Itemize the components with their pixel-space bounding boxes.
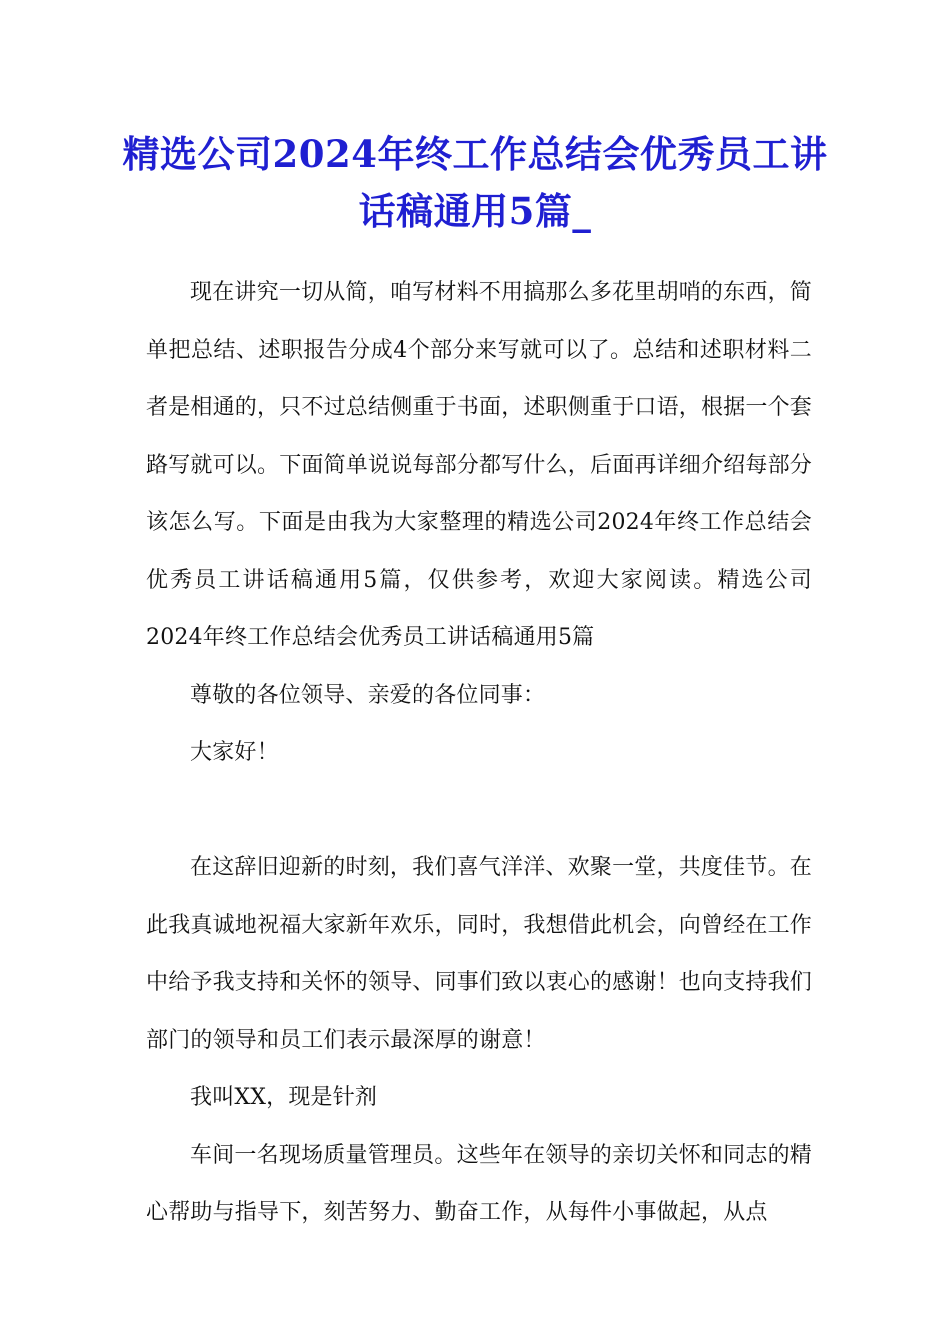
blank-line bbox=[146, 782, 812, 840]
body-paragraph-name: 我叫XX，现是针剂 bbox=[190, 1085, 378, 1110]
body-paragraph-thanks: 在这辞旧迎新的时刻，我们喜气洋洋、欢聚一堂，共度佳节。在此我真诚地祝福大家新年欢乐，同时，我想借此机会，向曾经在工作中给予我支持和关怀的领导、同事们致以衷心的感谢！也向支持我们部门的领导和员工们表示最深厚的谢意！ bbox=[146, 855, 813, 1053]
body-paragraph-role: 车间一名现场质量管理员。这些年在领导的亲切关怀和同志的精心帮助与指导下，刻苦努力、勤奋工作，从每件小事做起，从点 bbox=[146, 1142, 812, 1225]
document-body bbox=[146, 264, 812, 1242]
document-title: 精选公司2024年终工作总结会优秀员工讲话稿通用5篇_ bbox=[122, 132, 828, 233]
intro-paragraph: 现在讲究一切从简，咱写材料不用搞那么多花里胡哨的东西，简单把总结、述职报告分成4个部分来写就可以了。总结和述职材料二者是相通的，只不过总结侧重于书面，述职侧重于口语，根据一个套路写就可以。下面简单说说每部分都写什么，后面再详细介绍每部分该怎么写。下面是由我为大家整理的精选公司2024年终工作总结会优秀员工讲话稿通用5篇，仅供参考，欢迎大家阅读。精选公司2024年终工作总结会优秀员工讲话稿通用5篇 bbox=[146, 280, 813, 650]
greeting-paragraph: 大家好！ bbox=[190, 740, 279, 765]
salutation-paragraph: 尊敬的各位领导、亲爱的各位同事： bbox=[190, 682, 546, 708]
